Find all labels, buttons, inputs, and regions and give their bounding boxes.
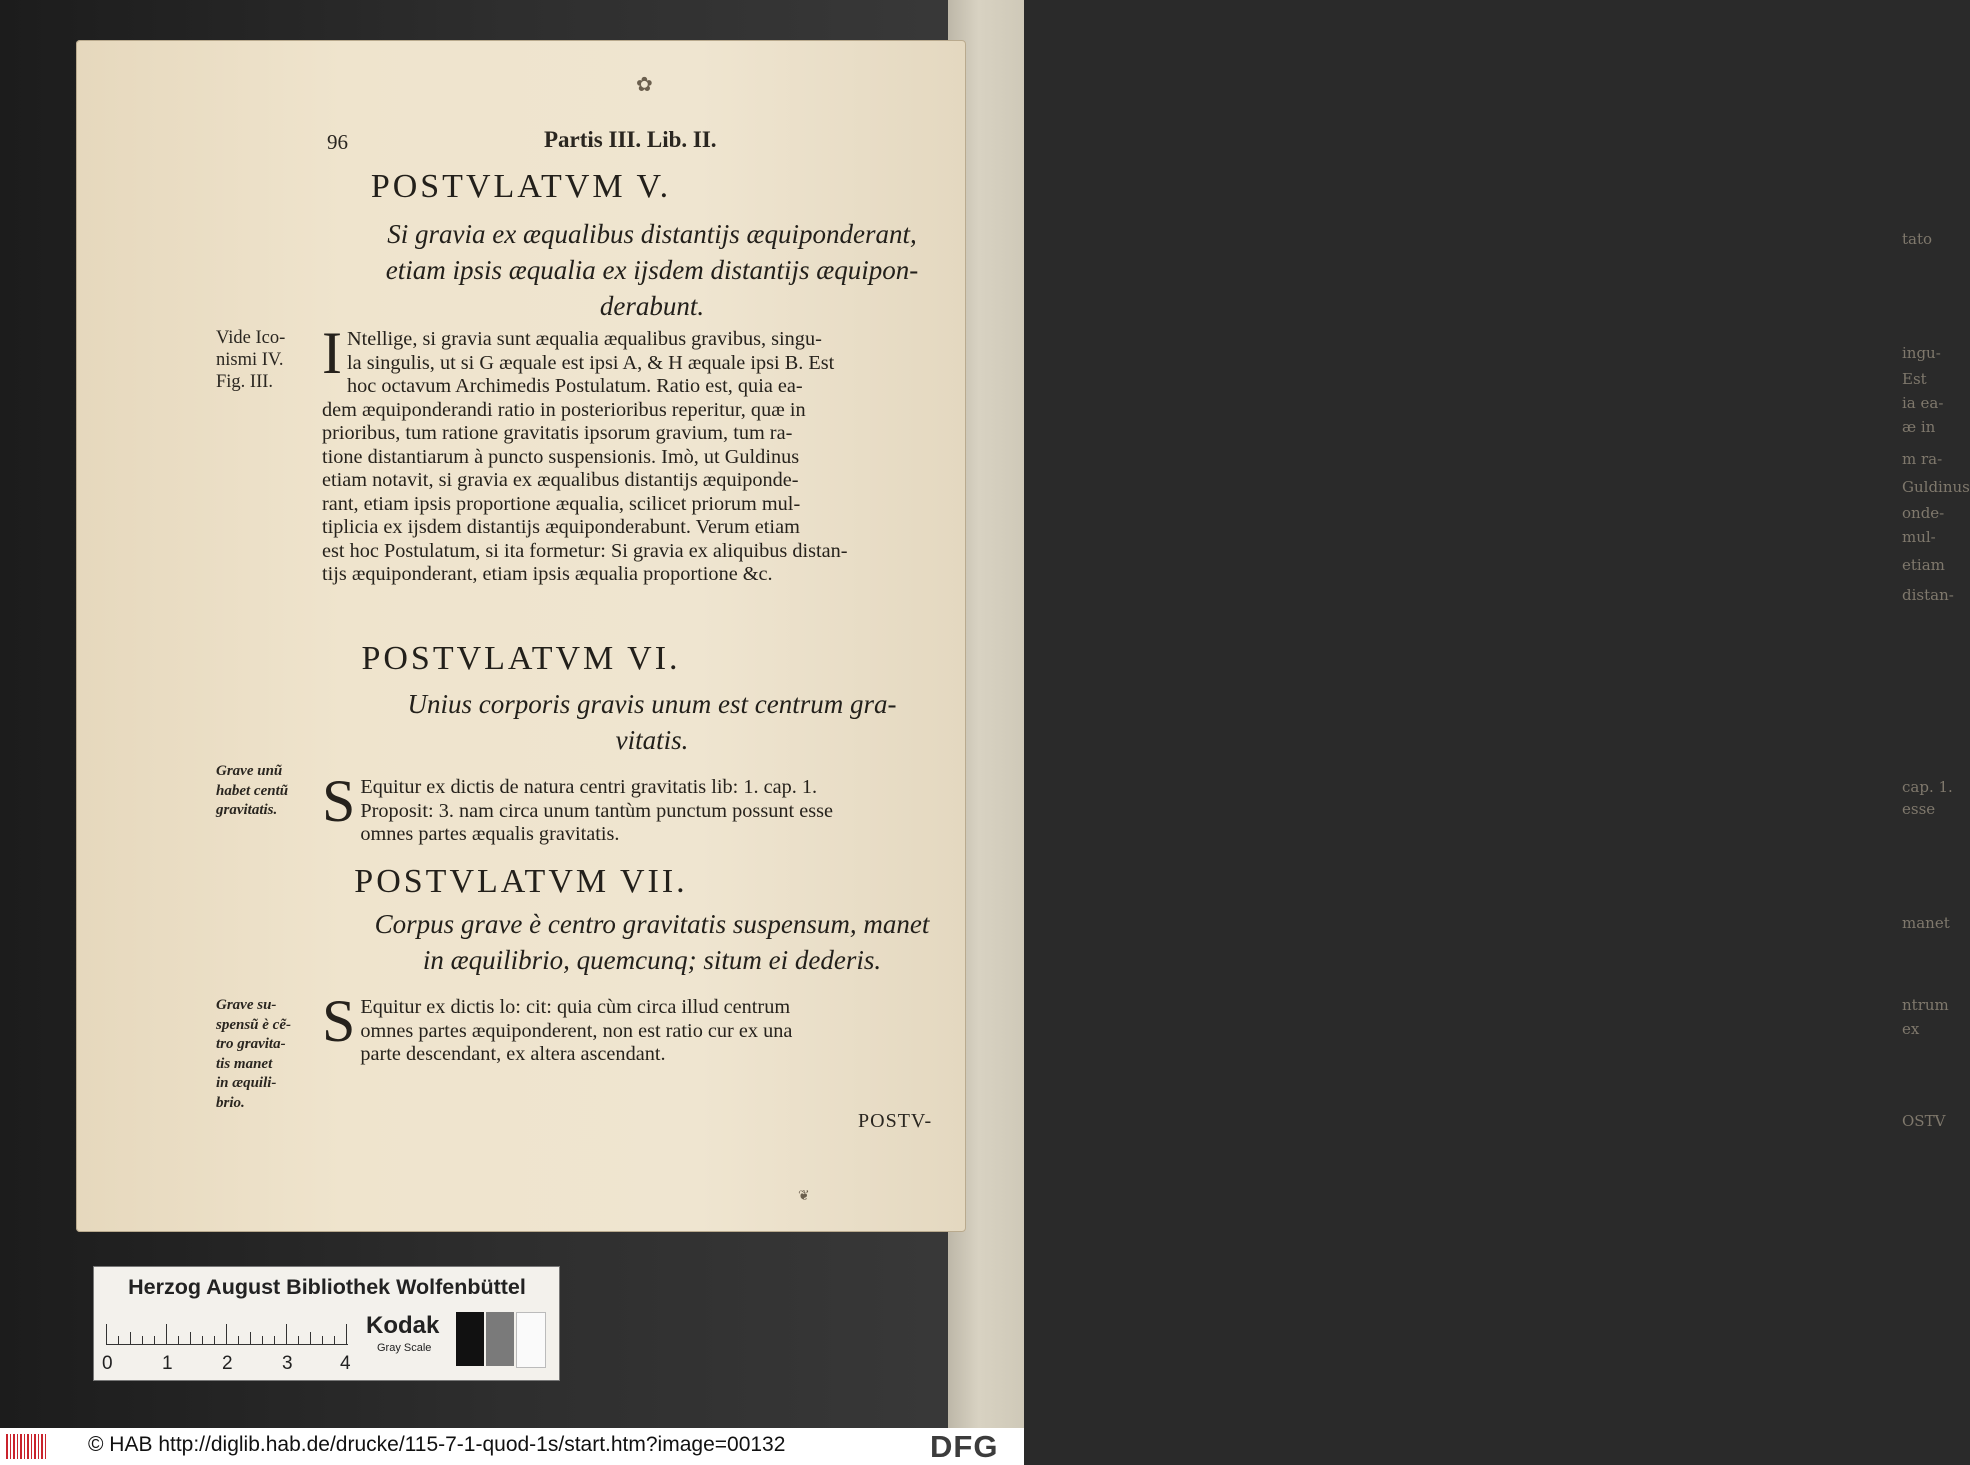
ruler-tick xyxy=(154,1336,155,1344)
postulate-body xyxy=(322,988,962,1067)
ruler-tick xyxy=(118,1336,119,1344)
gray-patch xyxy=(486,1312,514,1366)
ruler-tick xyxy=(202,1336,203,1344)
margin-note-line: brio. xyxy=(216,1094,245,1111)
margin-note-line: Vide Ico- xyxy=(216,328,286,348)
ruler-tick xyxy=(238,1336,239,1344)
statement-line: Si gravia ex æqualibus distantijs æquiponderant, xyxy=(387,219,917,249)
facing-fragment: distan- xyxy=(1902,586,1954,604)
ruler-tick xyxy=(226,1324,227,1344)
ruler-tick xyxy=(142,1336,143,1344)
statement-line: vitatis. xyxy=(615,725,689,755)
facing-fragment: ex xyxy=(1902,1020,1920,1038)
body-line: parte descendant, ex altera ascendant. xyxy=(360,1043,666,1065)
facing-fragment: æ in xyxy=(1902,418,1936,436)
ruler-tick xyxy=(298,1336,299,1344)
ornament-icon: ❦ xyxy=(798,1188,810,1204)
facing-fragment: ia ea- xyxy=(1902,394,1944,412)
facing-fragment: onde- xyxy=(1902,504,1945,522)
facing-fragment: esse xyxy=(1902,800,1936,818)
body-line: prioribus, tum ratione gravitatis ipsorum gravium, tum ra- xyxy=(322,422,793,444)
ruler-tick xyxy=(106,1324,107,1344)
body-line: omnes partes æquiponderent, non est ratio cur ex una xyxy=(360,1019,793,1042)
statement-line: derabunt. xyxy=(599,291,705,321)
ownership-stamp: ✿ xyxy=(636,74,653,96)
facing-fragment: manet xyxy=(1902,914,1950,932)
statement-line: etiam ipsis æqualia ex ijsdem distantijs æquipon- xyxy=(385,255,919,285)
white-patch xyxy=(516,1312,546,1368)
ruler xyxy=(106,1314,348,1345)
ruler-tick xyxy=(178,1336,179,1344)
body-line: la singulis, ut si G æquale est ipsi A, & H æquale ipsi B. Est xyxy=(346,351,835,374)
drop-cap: I xyxy=(322,320,342,386)
ruler-tick xyxy=(334,1336,335,1344)
margin-note-line: spensũ è cẽ- xyxy=(216,1016,291,1033)
postulate-statement xyxy=(322,906,982,978)
ruler-number: 2 xyxy=(222,1353,233,1374)
margin-note xyxy=(216,996,321,1113)
black-patch xyxy=(456,1312,484,1366)
margin-note-line: habet centũ xyxy=(216,782,289,799)
postulate-heading: POSTVLATVM VII. xyxy=(354,863,688,900)
ruler-tick xyxy=(286,1324,287,1344)
facing-fragment: etiam xyxy=(1902,556,1945,574)
footer-bar xyxy=(0,1428,1024,1465)
facing-fragment: Est xyxy=(1902,370,1927,388)
body-line: tijs æquiponderant, etiam ipsis æqualia proportione &c. xyxy=(322,563,773,585)
body-line: dem æquiponderandi ratio in posterioribus reperitur, quæ in xyxy=(322,398,806,421)
body-line: hoc octavum Archimedis Postulatum. Ratio est, quia ea- xyxy=(346,375,803,397)
margin-note-line: Grave unũ xyxy=(216,763,283,779)
statement-line: Corpus grave è centro gravitatis suspensum, manet xyxy=(374,909,930,939)
postulate-body xyxy=(322,320,962,587)
ruler-tick xyxy=(250,1332,251,1344)
ruler-tick xyxy=(130,1332,131,1344)
ruler-number: 3 xyxy=(282,1353,293,1374)
body-line: Equitur ex dictis lo: cit: quia cùm circa illud centrum xyxy=(360,996,791,1018)
footer-credit-link[interactable]: © HAB http://diglib.hab.de/drucke/115-7-1-quod-1s/start.htm?image=00132 xyxy=(88,1433,786,1456)
body-line: Proposit: 3. nam circa unum tantùm punctum possunt esse xyxy=(360,799,833,822)
margin-note-line: Grave su- xyxy=(216,997,277,1013)
ruler-number: 4 xyxy=(340,1353,351,1374)
ruler-tick xyxy=(310,1332,311,1344)
book-page xyxy=(76,40,966,1232)
ruler-tick xyxy=(190,1332,191,1344)
gray-scale-label: Gray Scale xyxy=(377,1342,432,1354)
library-color-card xyxy=(93,1266,560,1381)
body-line: est hoc Postulatum, si ita formetur: Si gravia ex aliquibus distan- xyxy=(322,539,848,562)
facing-fragment: ingu- xyxy=(1902,344,1941,362)
body-line: omnes partes æqualis gravitatis. xyxy=(360,823,620,845)
ruler-tick xyxy=(214,1336,215,1344)
statement-line: Unius corporis gravis unum est centrum gra- xyxy=(407,689,897,719)
margin-note xyxy=(216,762,321,821)
margin-note xyxy=(216,327,321,393)
postulate-body xyxy=(322,768,962,847)
ruler-number: 1 xyxy=(162,1353,173,1374)
catchword: POSTV- xyxy=(858,1110,933,1132)
margin-note-line: tis manet xyxy=(216,1055,273,1072)
postulate-statement xyxy=(322,686,982,758)
body-line: Ntellige, si gravia sunt æqualia æqualibus gravibus, singu- xyxy=(346,328,822,350)
kodak-logo: Kodak xyxy=(366,1312,440,1339)
ruler-tick xyxy=(322,1336,323,1344)
facing-fragment: cap. 1. xyxy=(1902,778,1953,796)
page-number: 96 xyxy=(327,130,348,154)
margin-note-line: tro gravita- xyxy=(216,1036,286,1052)
ruler-tick xyxy=(262,1336,263,1344)
running-head: Partis III. Lib. II. xyxy=(544,127,717,152)
postulate-statement xyxy=(322,216,982,324)
margin-note-line: Fig. III. xyxy=(216,372,274,392)
body-line: Equitur ex dictis de natura centri gravitatis lib: 1. cap. 1. xyxy=(360,776,818,798)
body-line: etiam notavit, si gravia ex æqualibus distantijs æquiponde- xyxy=(322,469,799,491)
barcode-icon xyxy=(6,1434,46,1459)
card-title: Herzog August Bibliothek Wolfenbüttel xyxy=(128,1275,526,1299)
postulate-heading: POSTVLATVM VI. xyxy=(361,640,681,677)
dfg-logo: DFG xyxy=(930,1429,999,1464)
ruler-tick xyxy=(166,1324,167,1344)
facing-fragment: m ra- xyxy=(1902,450,1943,468)
drop-cap: S xyxy=(322,988,356,1054)
body-line: rant, etiam ipsis proportione æqualia, scilicet priorum mul- xyxy=(322,492,801,515)
ruler-number: 0 xyxy=(102,1353,113,1374)
postulate-heading: POSTVLATVM V. xyxy=(370,168,672,205)
body-line: tiplicia ex ijsdem distantijs æquiponderabunt. Verum etiam xyxy=(322,516,800,538)
facing-fragment: tato xyxy=(1902,230,1933,248)
ruler-tick xyxy=(346,1324,347,1344)
facing-fragment: ntrum xyxy=(1902,996,1949,1014)
drop-cap: S xyxy=(322,768,356,834)
ruler-tick xyxy=(274,1336,275,1344)
facing-fragment: mul- xyxy=(1902,528,1936,546)
facing-fragment: OSTV xyxy=(1902,1112,1946,1130)
margin-note-line: nismi IV. xyxy=(216,350,284,370)
facing-fragment: Guldinus xyxy=(1902,478,1970,496)
margin-note-line: gravitatis. xyxy=(216,802,278,818)
margin-note-line: in æquili- xyxy=(216,1075,277,1091)
body-line: tione distantiarum à puncto suspensionis. Imò, ut Guldinus xyxy=(322,445,800,468)
statement-line: in æquilibrio, quemcunq; situm ei dederis. xyxy=(422,945,882,975)
